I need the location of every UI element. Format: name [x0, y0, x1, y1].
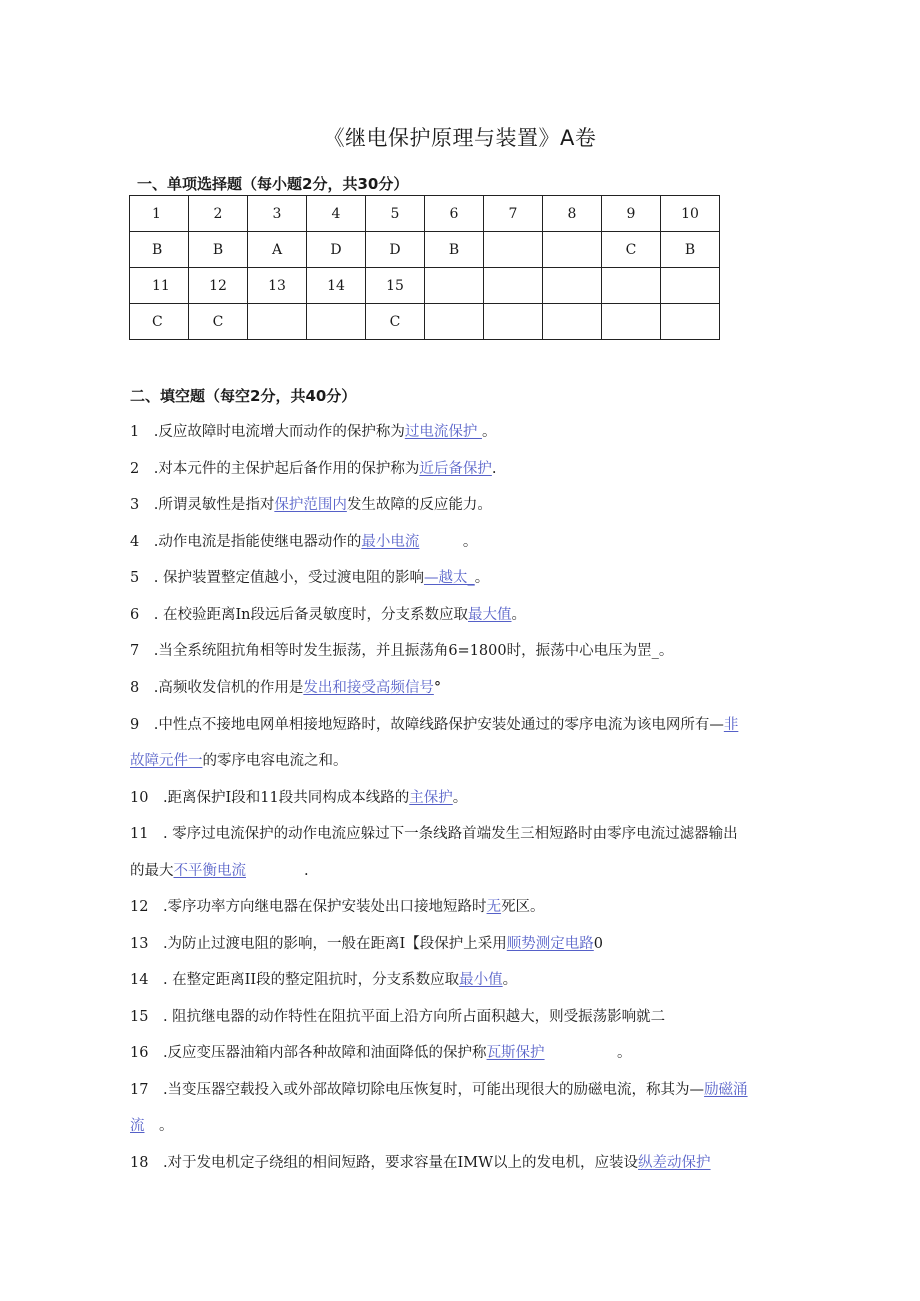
answer-text: 近后备保护: [419, 461, 492, 477]
question-line: [130, 605, 790, 625]
table-cell: 2: [189, 196, 248, 232]
table-cell: B: [189, 232, 248, 268]
table-cell: C: [366, 304, 425, 340]
table-cell: 7: [484, 196, 543, 232]
section1-heading: 一、单项选择题（每小题2分，共30分）: [137, 175, 409, 193]
question-text: 3 .所谓灵敏性是指对: [130, 497, 275, 513]
table-cell: A: [248, 232, 307, 268]
question-text: 。: [419, 534, 478, 550]
question-text: 13 .为防止过渡电阻的影响，一般在距离I【段保护上采用: [130, 936, 507, 952]
table-cell: 5: [366, 196, 425, 232]
question-text: 6 . 在校验距离In段远后备灵敏度时，分支系数应取: [130, 607, 469, 623]
question-text: 0: [593, 936, 604, 952]
answer-text: 最小电流: [361, 534, 420, 550]
question-line: [130, 532, 790, 552]
question-text: .: [491, 461, 497, 477]
question-text: 。: [452, 790, 468, 806]
table-row: [130, 268, 720, 304]
answer-text: —越太_: [423, 570, 475, 586]
question-text: 5 . 保护装置整定值越小，受过渡电阻的影响: [130, 570, 424, 586]
question-line: [130, 459, 790, 479]
table-cell: B: [425, 232, 484, 268]
answer-text: 纵差动保护: [638, 1155, 711, 1171]
table-row: [130, 196, 720, 232]
answer-text: 顺势测定电路: [506, 936, 594, 952]
question-text: 发生故障的反应能力。: [346, 497, 492, 513]
question-text: °: [433, 680, 442, 696]
question-line: [130, 1007, 790, 1027]
answer-text: 保护范围内: [274, 497, 347, 513]
table-cell: [425, 268, 484, 304]
question-text: 死区。: [501, 899, 545, 915]
table-row: [130, 232, 720, 268]
question-line: [130, 934, 790, 954]
question-line: [130, 788, 790, 808]
question-text: .: [246, 863, 309, 879]
question-text: 的零序电容电流之和。: [202, 753, 348, 769]
table-cell: [484, 304, 543, 340]
table-cell: [484, 268, 543, 304]
question-line: [130, 1116, 790, 1136]
question-text: 。: [544, 1045, 632, 1061]
answer-text: 流: [130, 1118, 145, 1134]
question-text: 。: [502, 972, 518, 988]
table-cell: 6: [425, 196, 484, 232]
answer-text: 不平衡电流: [173, 863, 246, 879]
table-cell: [661, 304, 720, 340]
answer-table: [129, 195, 720, 340]
question-text: 7 .当全系统阻抗角相等时发生振荡，并且振荡角6=1800时，振荡中心电压为罡_: [130, 643, 659, 659]
question-text: 10 .距离保护I段和11段共同构成本线路的: [130, 790, 410, 806]
table-cell: 12: [189, 268, 248, 304]
table-cell: [602, 304, 661, 340]
table-cell: [484, 232, 543, 268]
question-line: [130, 1080, 790, 1100]
answer-text: 主保护: [409, 790, 453, 806]
table-cell: B: [130, 232, 189, 268]
question-text: 18 .对于发电机定子绕组的相间短路，要求容量在IMW以上的发电机，应装设: [130, 1155, 639, 1171]
table-cell: D: [366, 232, 425, 268]
table-cell: 14: [307, 268, 366, 304]
question-text: 。: [481, 424, 497, 440]
table-cell: C: [189, 304, 248, 340]
table-cell: 15: [366, 268, 425, 304]
answer-text: 过电流保护: [404, 424, 482, 440]
question-text: 。: [511, 607, 527, 623]
table-cell: 10: [661, 196, 720, 232]
table-cell: [248, 304, 307, 340]
table-cell: 11: [130, 268, 189, 304]
table-cell: [543, 304, 602, 340]
table-cell: 3: [248, 196, 307, 232]
answer-text: 无: [486, 899, 502, 915]
table-cell: 13: [248, 268, 307, 304]
answer-text: 最大值: [468, 607, 512, 623]
answer-text: 非: [723, 717, 739, 733]
question-line: [130, 641, 790, 661]
question-text: 14 . 在整定距离II段的整定阻抗时，分支系数应取: [130, 972, 460, 988]
table-cell: 4: [307, 196, 366, 232]
table-row: [130, 304, 720, 340]
question-line: [130, 568, 790, 588]
question-text: 16 .反应变压器油箱内部各种故障和油面降低的保护称: [130, 1045, 487, 1061]
question-text: 15 . 阻抗继电器的动作特性在阻抗平面上沿方向所占面积越大，则受振荡影响就二: [130, 1009, 666, 1025]
table-cell: [543, 232, 602, 268]
question-line: [130, 897, 790, 917]
page-title: 《继电保护原理与装置》A卷: [323, 126, 597, 150]
table-cell: [661, 268, 720, 304]
question-text: 4 .动作电流是指能使继电器动作的: [130, 534, 362, 550]
table-cell: [543, 268, 602, 304]
question-text: 17 .当变压器空载投入或外部故障切除电压恢复时，可能出现很大的励磁电流，称其为—: [130, 1082, 705, 1098]
table-cell: C: [602, 232, 661, 268]
question-text: 11 . 零序过电流保护的动作电流应躲过下一条线路首端发生三相短路时由零序电流过滤器输出: [130, 826, 738, 842]
question-text: 的最大: [130, 863, 174, 879]
table-cell: C: [130, 304, 189, 340]
table-cell: D: [307, 232, 366, 268]
question-line: [130, 824, 790, 844]
table-cell: B: [661, 232, 720, 268]
answer-text: 故障元件一: [130, 753, 203, 769]
question-text: 。: [144, 1118, 174, 1134]
question-line: [130, 1153, 790, 1173]
question-text: 12 .零序功率方向继电器在保护安装处出口接地短路时: [130, 899, 487, 915]
table-cell: 8: [543, 196, 602, 232]
table-cell: [307, 304, 366, 340]
question-text: 。: [474, 570, 490, 586]
table-cell: 1: [130, 196, 189, 232]
question-line: [130, 751, 790, 771]
answer-text: 励磁涌: [704, 1082, 748, 1098]
table-cell: 9: [602, 196, 661, 232]
question-text: 2 .对本元件的主保护起后备作用的保护称为: [130, 461, 420, 477]
question-line: [130, 678, 790, 698]
section2-heading: 二、填空题（每空2分，共40分）: [130, 387, 357, 405]
question-line: [130, 970, 790, 990]
question-text: 1 .反应故障时电流增大而动作的保护称为: [130, 424, 405, 440]
question-line: [130, 495, 790, 515]
question-text: 。: [658, 643, 674, 659]
question-text: 8 .高频收发信机的作用是: [130, 680, 304, 696]
question-line: [130, 715, 790, 735]
answer-text: 最小值: [459, 972, 503, 988]
question-line: [130, 1043, 790, 1063]
answer-text: 瓦斯保护: [486, 1045, 545, 1061]
answer-text: 发出和接受高频信号: [303, 680, 434, 696]
table-cell: [602, 268, 661, 304]
question-line: [130, 861, 790, 881]
question-line: [130, 422, 790, 442]
question-text: 9 .中性点不接地电网单相接地短路时，故障线路保护安装处通过的零序电流为该电网所有—: [130, 717, 724, 733]
table-cell: [425, 304, 484, 340]
